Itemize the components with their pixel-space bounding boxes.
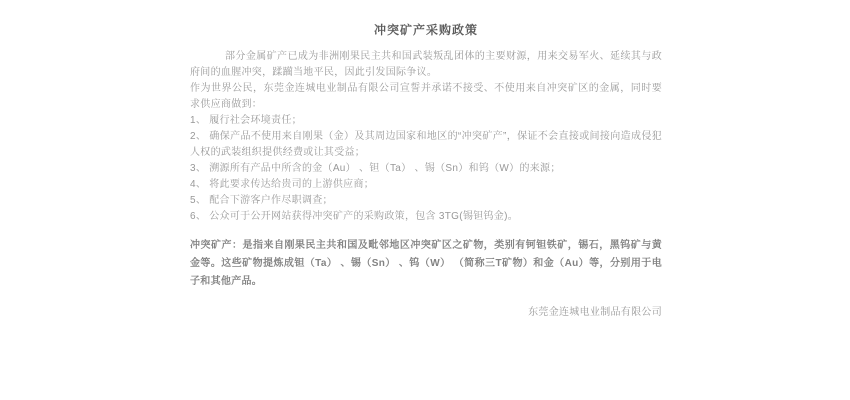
requirement-item-4: 4、 将此要求传达给贵司的上游供应商；	[190, 179, 375, 190]
requirement-item-2: 2、 确保产品不使用来自刚果（金）及其周边国家和地区的“冲突矿产”，保证不会直接或间接向造成侵犯人权的武装组织提供经费或让其受益；	[190, 131, 662, 158]
requirement-item-1: 1、 履行社会环境责任；	[190, 115, 302, 126]
definition-paragraph: 冲突矿产：是指来自刚果民主共和国及毗邻地区冲突矿区之矿物，类别有钶钽铁矿，锡石，黑钨矿与黄金等。这些矿物提炼成钽（Ta） 、锡（Sn） 、钨（W） （简称三T矿物）和金（Au）等，分别用于电子和其他产品。	[190, 240, 662, 287]
company-signature: 东莞金连城电业制品有限公司	[528, 307, 662, 318]
policy-document	[190, 22, 662, 321]
requirement-item-3: 3、 溯源所有产品中所含的金（Au） 、钽（Ta） 、锡（Sn）和钨（W）的来源；	[190, 163, 561, 174]
intro-paragraph: 部分金属矿产已成为非洲刚果民主共和国武装叛乱团体的主要财源，用来交易军火、延续其与政府间的血腥冲突，蹂躏当地平民，因此引发国际争议。	[190, 51, 662, 78]
page-title: 冲突矿产采购政策	[373, 23, 478, 37]
requirement-item-5: 5、 配合下游客户作尽职调查；	[190, 195, 333, 206]
requirement-item-6: 6、 公众可于公开网站获得冲突矿产的采购政策，包含 3TG(锡钽钨金)。	[190, 211, 519, 222]
commitment-paragraph: 作为世界公民，东莞金连城电业制品有限公司宣誓并承诺不接受、不使用来自冲突矿区的金属，同时要求供应商做到：	[190, 83, 662, 110]
